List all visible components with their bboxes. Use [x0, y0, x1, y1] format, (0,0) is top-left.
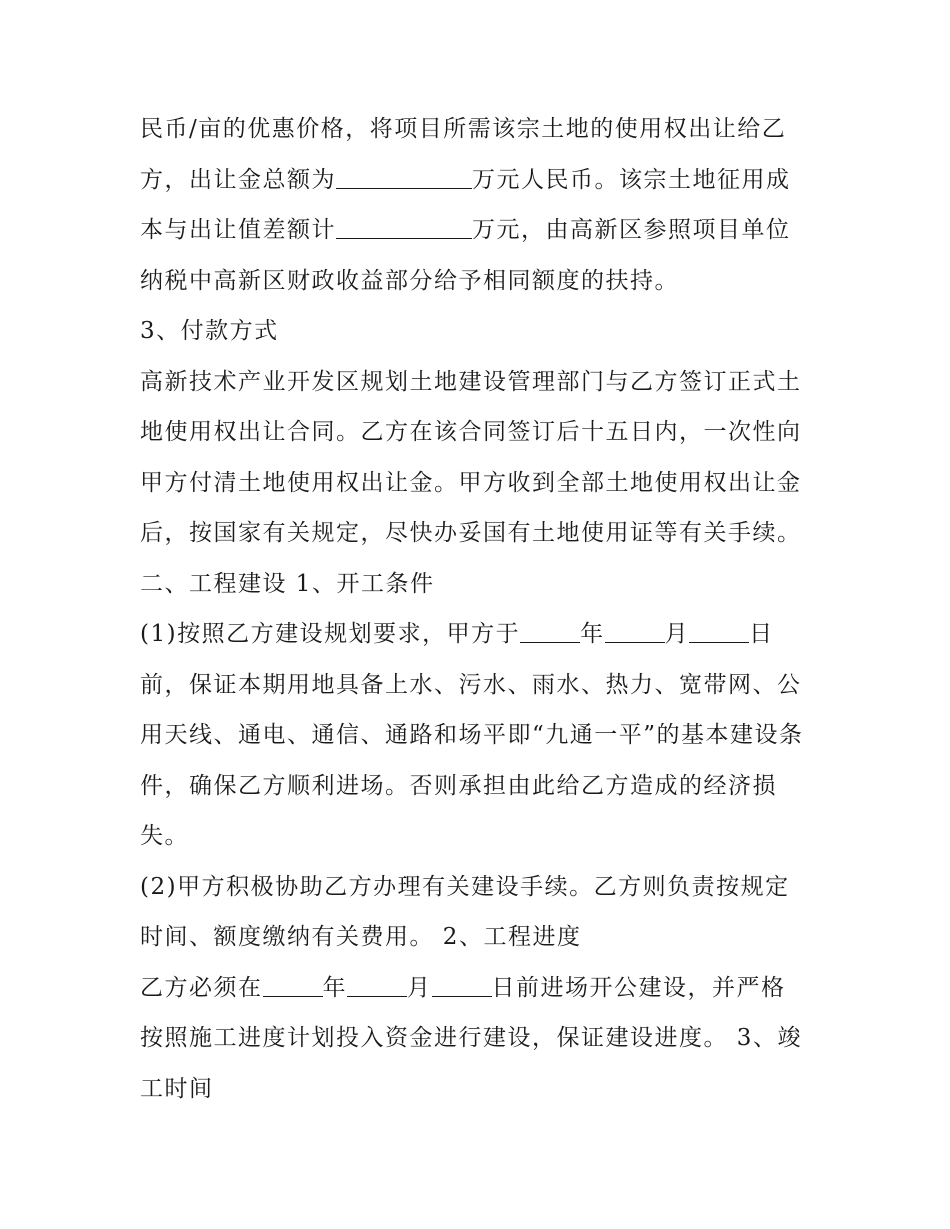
text: 地使用权出让合同。乙方在该合同签订后十五日内，一次性向 — [140, 419, 802, 445]
heading-text: 二、工程建设 1、开工条件 — [140, 570, 435, 597]
year-blank — [263, 973, 323, 997]
text-line — [140, 1064, 820, 1115]
text: 纳税中高新区财政收益部分给予相同额度的扶持。 — [140, 267, 679, 294]
text-line — [140, 1013, 820, 1064]
text: 工时间 — [140, 1075, 214, 1102]
text: 月 — [664, 621, 690, 647]
text: 万元，由高新区参照项目单位 — [472, 217, 791, 243]
transfer-fee-blank — [336, 165, 472, 189]
month-blank — [347, 973, 407, 997]
text: 件，确保乙方顺利进场。否则承担由此给乙方造成的经济损 — [140, 772, 777, 799]
text-line — [140, 811, 820, 862]
text: 方，出让金总额为 — [140, 166, 336, 193]
text: 失。 — [140, 823, 189, 849]
text-line — [140, 256, 820, 307]
day-blank — [689, 619, 749, 643]
year-blank — [520, 619, 580, 643]
text-line — [140, 508, 820, 559]
text-line — [140, 609, 820, 660]
text: 年 — [580, 621, 605, 647]
text: 前，保证本期用地具备上水、污水、雨水、热力、宽带网、公 — [140, 671, 802, 698]
text: (2)甲方积极协助乙方办理有关建设手续。乙方则负责按规定 — [140, 873, 790, 900]
text: 后，按国家有关规定，尽快办妥国有土地使用证等有关手续。 — [140, 520, 802, 546]
text-line — [140, 963, 820, 1014]
text-line — [140, 458, 820, 509]
text: 月 — [407, 974, 432, 1001]
month-blank — [605, 619, 665, 643]
heading-text: 3、付款方式 — [140, 318, 279, 344]
text-line — [140, 710, 820, 761]
section-heading — [140, 559, 820, 610]
text-line — [140, 357, 820, 408]
text: 时间、额度缴纳有关费用。 2、工程进度 — [140, 924, 582, 950]
text-line — [140, 912, 820, 963]
text: 日前进场开公建设，并严格 — [491, 974, 786, 1001]
text: 民币/亩的优惠价格，将项目所需该宗土地的使用权出让给乙 — [140, 116, 787, 142]
text-line — [140, 862, 820, 913]
day-blank — [432, 973, 492, 997]
text-line — [140, 761, 820, 812]
text: (1)按照乙方建设规划要求，甲方于 — [140, 621, 521, 647]
text: 按照施工进度计划投入资金进行建设，保证建设进度。 3、竣 — [140, 1025, 802, 1051]
section-heading — [140, 306, 820, 357]
text-line — [140, 104, 820, 155]
document-page — [140, 104, 820, 1114]
text: 甲方付清土地使用权出让金。甲方收到全部土地使用权出让金 — [140, 469, 802, 496]
text: 高新技术产业开发区规划土地建设管理部门与乙方签订正式土 — [140, 368, 802, 395]
text-line — [140, 407, 820, 458]
text-line — [140, 205, 820, 256]
text-line — [140, 155, 820, 206]
text: 用天线、通电、通信、通路和场平即“九通一平”的基本建设条 — [140, 722, 804, 748]
text: 万元人民币。该宗土地征用成 — [472, 166, 791, 193]
text: 乙方必须在 — [140, 974, 263, 1001]
difference-amount-blank — [336, 215, 472, 239]
text-line — [140, 660, 820, 711]
text: 日 — [749, 621, 774, 647]
text: 本与出让值差额计 — [140, 217, 336, 243]
text: 年 — [322, 974, 347, 1001]
